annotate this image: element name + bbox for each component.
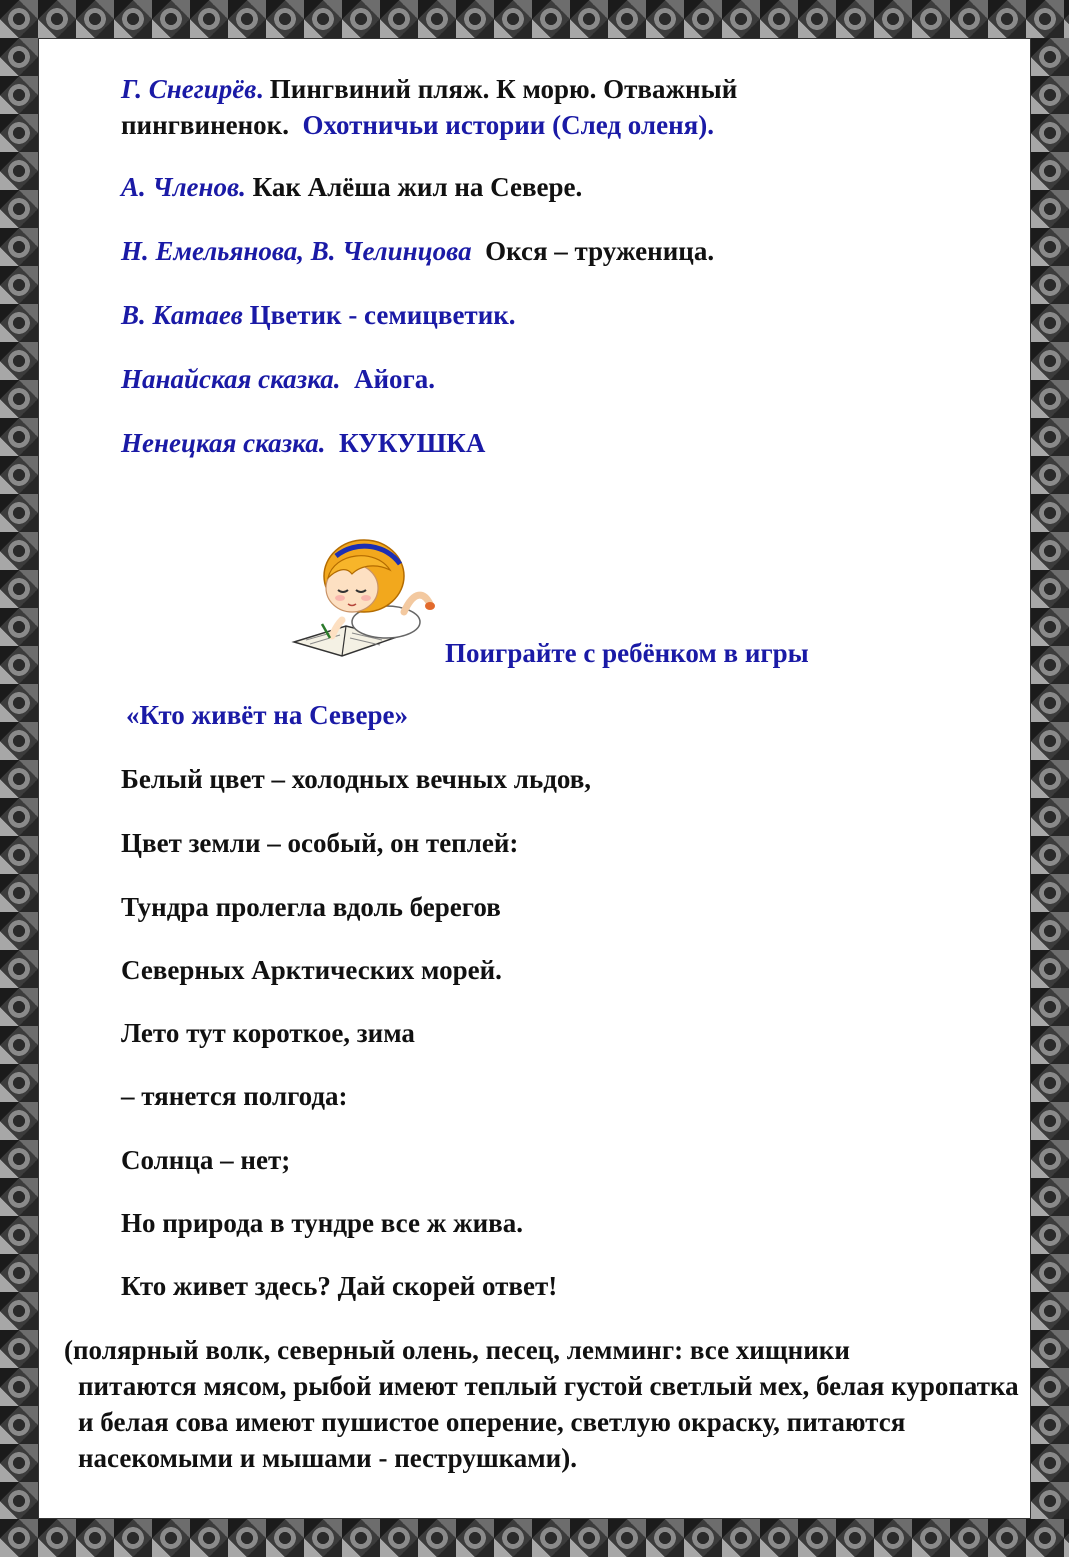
girl-reading-icon [286,530,436,660]
poem-line: Лето тут короткое, зима [121,1018,415,1048]
work-title: Окся – труженица. [485,236,715,266]
author-name: Н. Емельянова, В. Челинцова [121,236,472,266]
reading-item-2 [121,170,582,204]
reading-item-4 [121,298,516,332]
poem-line: Цвет земли – особый, он теплей: [121,828,519,858]
work-title: Как Алёша жил на Севере. [252,172,583,202]
answer-rest: питаются мясом, рыбой имеют теплый густой светлый мех, белая куропатка и белая сова имеют пушистое оперение, светлую окраску, питаются насекомыми и мышами - пеструшками). [78,1371,1019,1473]
author-name: Ненецкая сказка. [121,428,326,458]
author-name: А. Членов. [121,172,246,202]
author-name: Нанайская сказка. [121,364,341,394]
reading-item-6 [121,426,485,460]
poem-line: Северных Арктических морей. [121,955,502,985]
work-title: КУКУШКА [338,428,486,458]
reading-item-3 [121,234,714,268]
poem-line: Белый цвет – холодных вечных льдов, [121,764,592,794]
author-name: В. Катаев [121,300,243,330]
game-title: «Кто живёт на Севере» [126,700,408,730]
answer-first-line: (полярный волк, северный олень, песец, лемминг: все хищники [64,1335,850,1365]
answer-paragraph [64,1332,1020,1476]
page-content [40,40,1029,1517]
work-title: Айога. [353,364,436,394]
border-right [1031,38,1069,1519]
games-heading: Поиграйте с ребёнком в игры [445,638,809,668]
reading-item-1: Г. Снегирёв. Пингвиний пляж. К морю. Отважный [121,74,738,104]
reading-item-5 [121,362,435,396]
poem-line: Солнца – нет; [121,1145,291,1175]
poem-line: – тянется полгода: [121,1081,348,1111]
poem-line: Но природа в тундре все ж жива. [121,1208,523,1238]
work-title-extra: Охотничьи истории (След оленя). [302,110,714,140]
poem-line: Тундра пролегла вдоль берегов [121,892,501,922]
border-left [0,38,38,1519]
border-top [0,0,1069,38]
border-bottom [0,1519,1069,1557]
work-title: Цветик - семицветик. [249,300,516,330]
work-title: Пингвиний пляж. К морю. Отважный [269,74,738,104]
poem-line: Кто живет здесь? Дай скорей ответ! [121,1271,558,1301]
reading-item-1-cont [121,108,714,142]
author-name: Г. Снегирёв [121,74,257,104]
work-title: пингвиненок. [121,110,289,140]
